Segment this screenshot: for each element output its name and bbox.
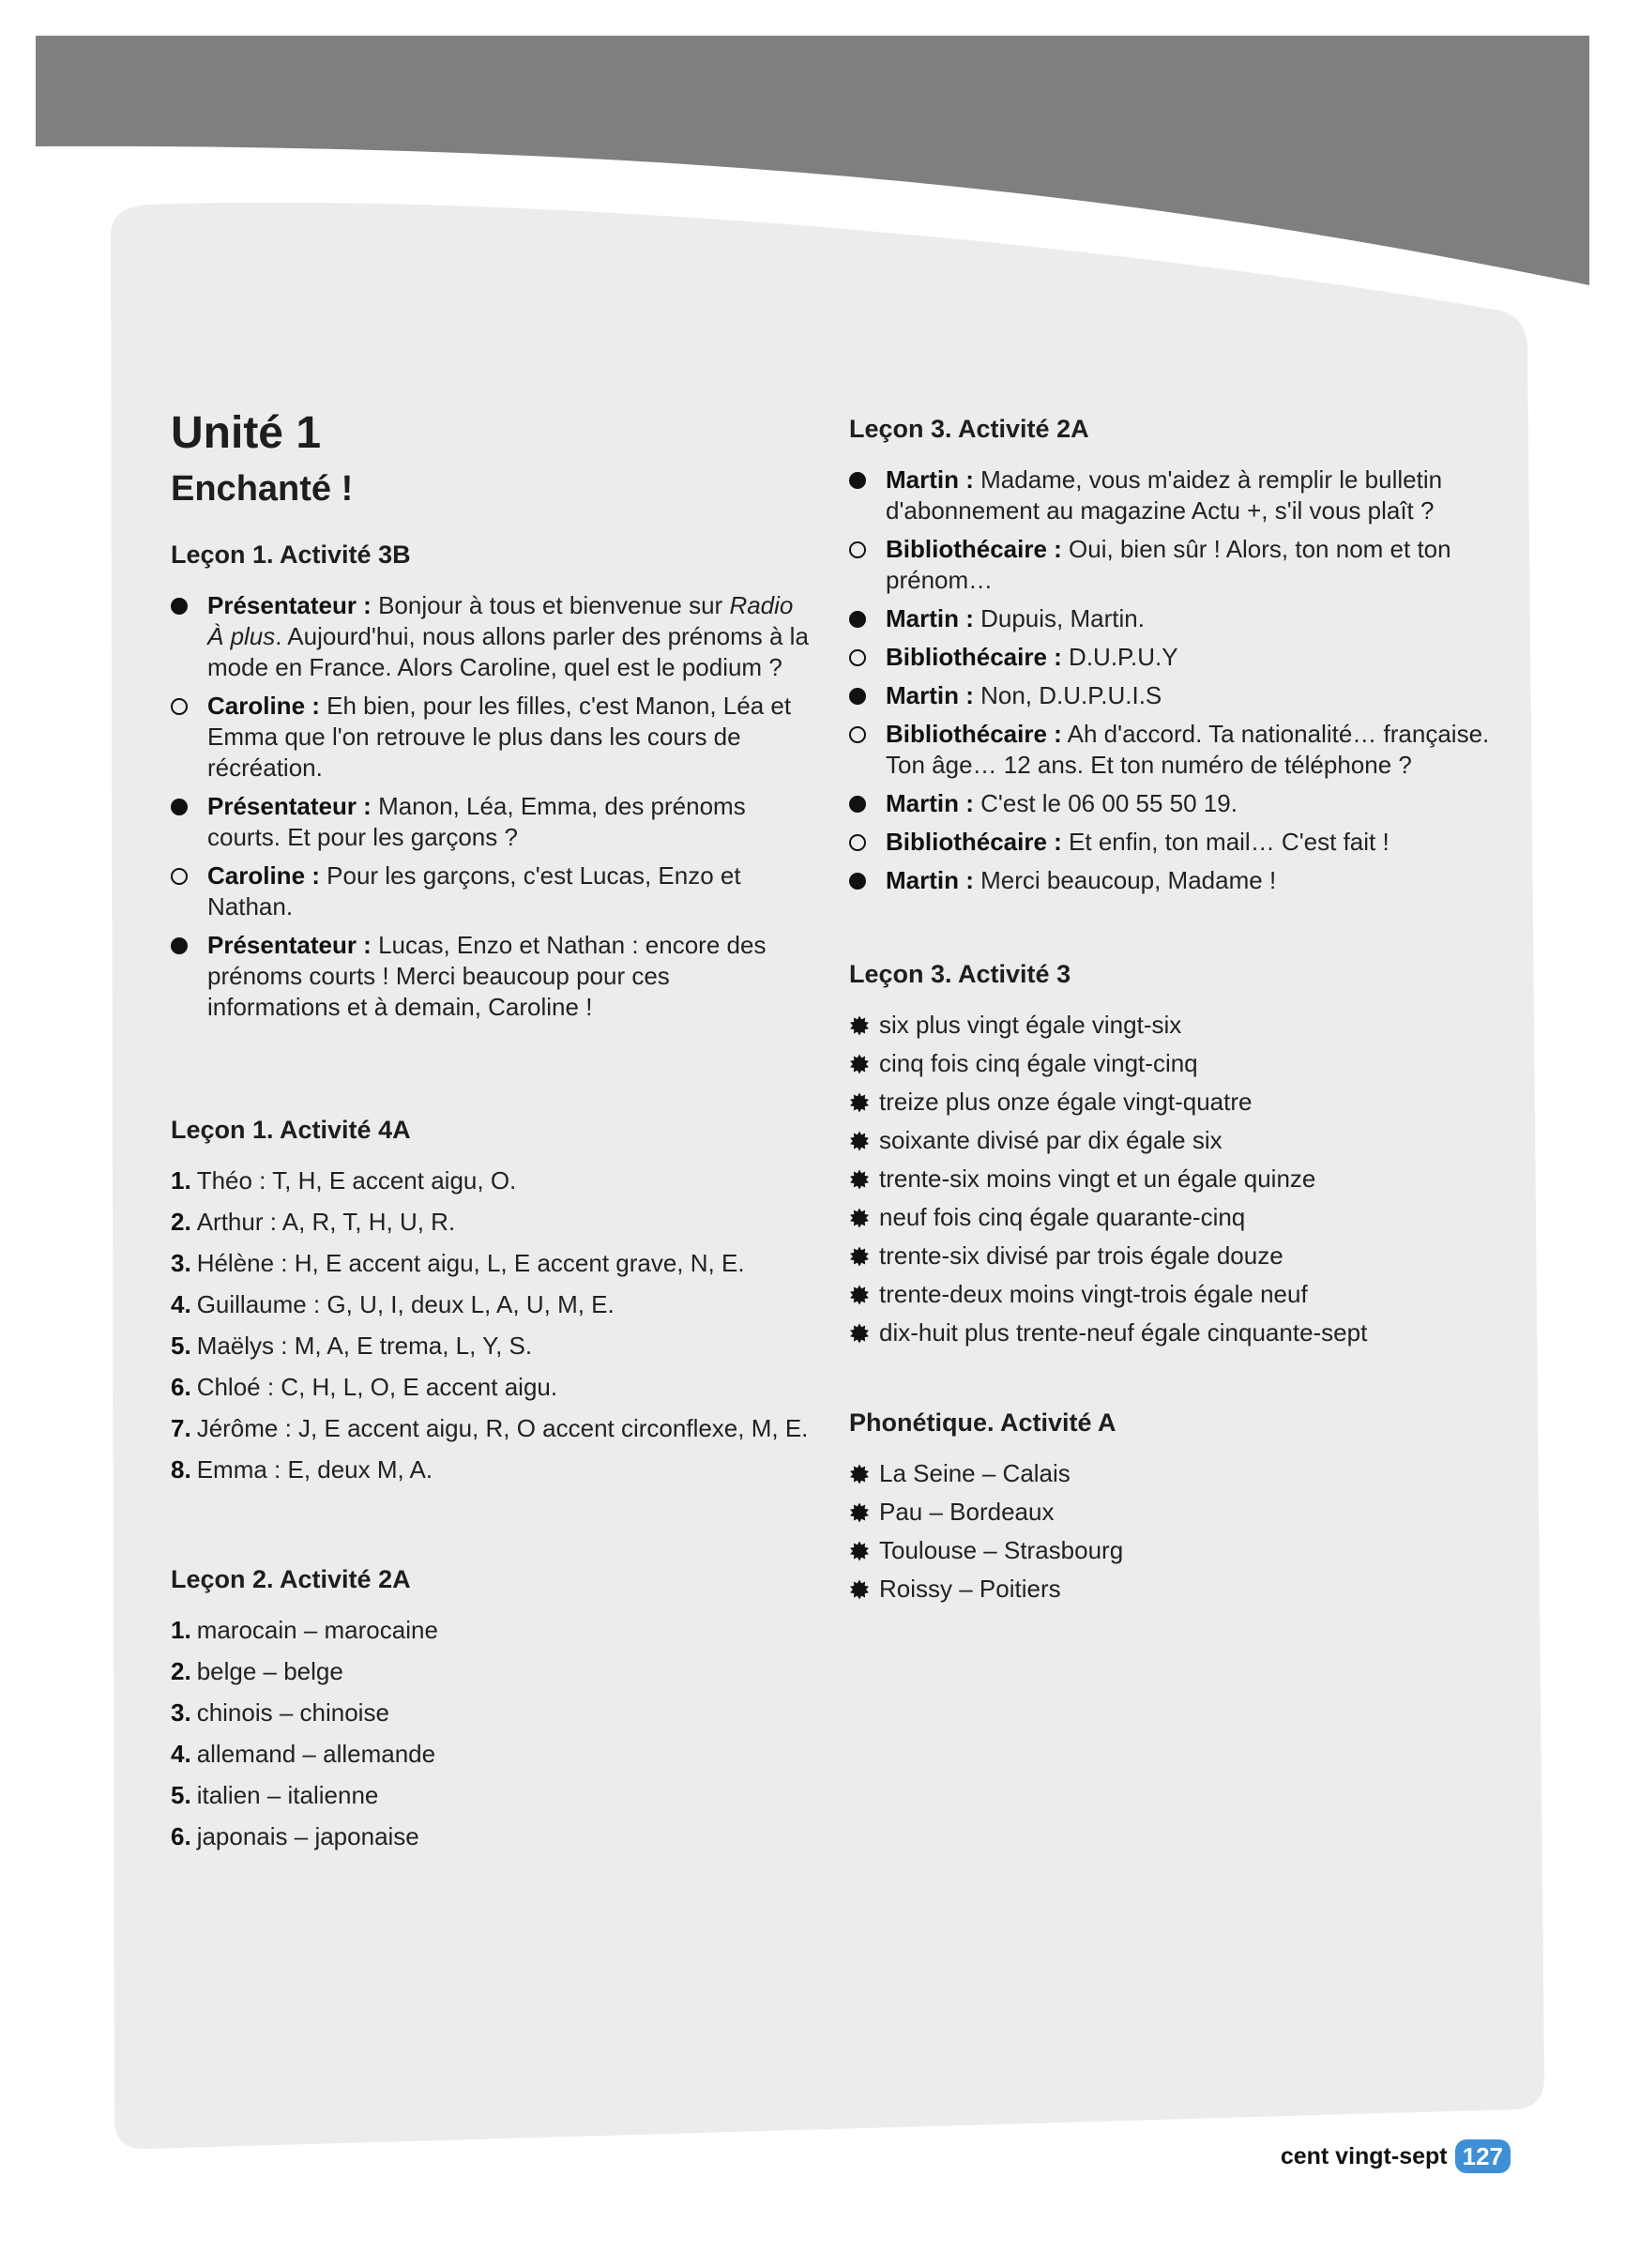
line-text: Et enfin, ton mail… C'est fait ! — [1061, 828, 1390, 857]
item-text: Jérôme : J, E accent aigu, R, O accent circonflexe, M, E. — [196, 1414, 809, 1443]
list-item — [849, 1535, 1506, 1566]
starburst-bullet-icon — [849, 1208, 870, 1228]
section-title: Phonétique. Activité A — [849, 1408, 1116, 1437]
list-item — [171, 1615, 809, 1646]
item-text: soixante divisé par dix égale six — [879, 1126, 1223, 1155]
list-item — [849, 1317, 1506, 1348]
dialogue-line — [171, 691, 809, 784]
dialogue-line — [171, 930, 809, 1023]
starburst-bullet-icon — [849, 1323, 870, 1344]
speaker-name: Martin : — [886, 681, 974, 710]
list-item — [849, 1010, 1506, 1041]
item-text: belge – belge — [196, 1657, 343, 1686]
section-title: Leçon 1. Activité 3B — [171, 540, 411, 569]
list-item — [849, 1497, 1506, 1528]
item-text: Pau – Bordeaux — [879, 1498, 1055, 1527]
list-item — [171, 1454, 809, 1485]
filled-bullet-icon — [849, 873, 866, 890]
list-item — [171, 1165, 809, 1196]
list-item — [171, 1821, 809, 1852]
nationality-list — [171, 1615, 809, 1852]
speaker-name: Bibliothécaire : — [886, 643, 1062, 672]
filled-bullet-icon — [849, 688, 866, 705]
list-item — [849, 1125, 1506, 1156]
item-text: chinois – chinoise — [196, 1698, 389, 1728]
line-text: Manon, Léa, Emma, des prénoms courts. Et pour les garçons ? — [207, 792, 746, 852]
starburst-bullet-icon — [849, 1092, 870, 1113]
item-text: trente-six divisé par trois égale douze — [879, 1241, 1283, 1271]
list-item — [849, 1279, 1506, 1310]
line-text: D.U.P.U.Y — [1061, 643, 1178, 672]
starburst-bullet-icon — [849, 1579, 870, 1600]
speaker-name: Martin : — [886, 465, 974, 495]
line-text: C'est le 06 00 55 50 19. — [973, 789, 1238, 818]
item-text: Maëlys : M, A, E trema, L, Y, S. — [196, 1332, 533, 1361]
page-number-words: cent vingt-sept — [1280, 2142, 1448, 2169]
item-number: 2. — [171, 1208, 191, 1237]
list-item — [849, 1574, 1506, 1605]
item-text: marocain – marocaine — [196, 1616, 438, 1645]
filled-bullet-icon — [171, 598, 188, 615]
section-lecon1-activite3b — [171, 540, 809, 1030]
dialogue-line — [171, 860, 809, 922]
list-item — [849, 1458, 1506, 1489]
italic-title: Radio À plus — [207, 591, 794, 651]
starburst-bullet-icon — [849, 1054, 870, 1074]
item-text: japonais – japonaise — [196, 1822, 419, 1851]
dialogue-line — [849, 603, 1506, 634]
hollow-bullet-icon — [849, 541, 866, 558]
item-text: treize plus onze égale vingt-quatre — [879, 1088, 1253, 1117]
item-number: 8. — [171, 1455, 191, 1484]
section-title: Leçon 1. Activité 4A — [171, 1116, 411, 1144]
item-text: italien – italienne — [196, 1781, 379, 1810]
speaker-name: Martin : — [886, 866, 974, 895]
speaker-name: Caroline : — [207, 861, 320, 890]
section-title: Leçon 3. Activité 3 — [849, 960, 1071, 988]
list-item — [171, 1697, 809, 1728]
filled-bullet-icon — [171, 937, 188, 954]
item-number: 3. — [171, 1249, 191, 1278]
list-item — [171, 1372, 809, 1403]
dialogue-line — [849, 534, 1506, 596]
item-text: Roissy – Poitiers — [879, 1575, 1061, 1604]
line-text: Oui, bien sûr ! Alors, ton nom et ton prénom… — [886, 535, 1451, 595]
hollow-bullet-icon — [849, 649, 866, 666]
filled-bullet-icon — [849, 611, 866, 628]
starburst-bullet-icon — [849, 1541, 870, 1561]
arithmetic-list — [849, 1010, 1506, 1348]
page-footer — [1281, 2139, 1511, 2173]
hollow-bullet-icon — [171, 698, 188, 715]
line-text: . Aujourd'hui, nous allons parler des prénoms à la mode en France. Alors Caroline, quel est le podium ? — [207, 622, 809, 682]
speaker-name: Présentateur : — [207, 591, 372, 620]
place-pairs-list — [849, 1458, 1506, 1605]
dialogue-line — [849, 788, 1506, 819]
item-number: 2. — [171, 1657, 191, 1686]
item-text: Théo : T, H, E accent aigu, O. — [196, 1166, 517, 1195]
section-lecon3-activite3 — [849, 959, 1506, 1356]
section-title: Leçon 3. Activité 2A — [849, 415, 1089, 443]
dialogue-line — [171, 590, 809, 683]
starburst-bullet-icon — [849, 1285, 870, 1305]
item-text: Arthur : A, R, T, H, U, R. — [196, 1208, 456, 1237]
item-number: 5. — [171, 1781, 191, 1810]
list-item — [171, 1331, 809, 1362]
section-title: Leçon 2. Activité 2A — [171, 1565, 411, 1593]
filled-bullet-icon — [171, 799, 188, 815]
line-text: Ah d'accord. Ta nationalité… française. Ton âge… 12 ans. Et ton numéro de téléphone ? — [886, 720, 1490, 780]
item-text: Toulouse – Strasbourg — [879, 1536, 1124, 1565]
item-text: Hélène : H, E accent aigu, L, E accent grave, N, E. — [196, 1249, 745, 1278]
starburst-bullet-icon — [849, 1015, 870, 1036]
item-text: Guillaume : G, U, I, deux L, A, U, M, E. — [196, 1290, 615, 1319]
line-text: Bonjour à tous et bienvenue sur — [371, 591, 730, 620]
starburst-bullet-icon — [849, 1502, 870, 1523]
list-item — [171, 1780, 809, 1811]
hollow-bullet-icon — [849, 726, 866, 743]
dialogue-list — [171, 590, 809, 1023]
line-text: Eh bien, pour les filles, c'est Manon, Léa et Emma que l'on retrouve le plus dans les cours de récréation. — [207, 692, 792, 783]
speaker-name: Caroline : — [207, 692, 320, 721]
item-text: cinq fois cinq égale vingt-cinq — [879, 1049, 1198, 1078]
dialogue-line — [849, 680, 1506, 711]
line-text: Pour les garçons, c'est Lucas, Enzo et Nathan. — [207, 861, 741, 921]
filled-bullet-icon — [849, 472, 866, 489]
item-number: 6. — [171, 1373, 191, 1402]
item-text: La Seine – Calais — [879, 1459, 1071, 1488]
list-item — [849, 1164, 1506, 1195]
line-text: Madame, vous m'aidez à remplir le bulletin d'abonnement au magazine Actu +, s'il vous plaît ? — [886, 465, 1443, 525]
speaker-name: Martin : — [886, 604, 974, 633]
section-lecon1-activite4a — [171, 1115, 809, 1496]
list-item — [171, 1739, 809, 1770]
dialogue-line — [849, 464, 1506, 526]
line-text: Dupuis, Martin. — [973, 604, 1145, 633]
item-text: dix-huit plus trente-neuf égale cinquante-sept — [879, 1318, 1368, 1347]
dialogue-line — [171, 791, 809, 853]
dialogue-line — [849, 865, 1506, 896]
item-number: 1. — [171, 1616, 191, 1645]
item-text: Emma : E, deux M, A. — [196, 1455, 433, 1484]
list-item — [171, 1289, 809, 1320]
unit-subtitle: Enchanté ! — [171, 469, 354, 509]
speaker-name: Présentateur : — [207, 792, 372, 821]
speaker-name: Présentateur : — [207, 931, 372, 960]
hollow-bullet-icon — [849, 834, 866, 851]
item-text: trente-six moins vingt et un égale quinze — [879, 1164, 1316, 1194]
list-item — [849, 1048, 1506, 1079]
dialogue-line — [849, 719, 1506, 781]
line-text: Lucas, Enzo et Nathan : encore des prénoms courts ! Merci beaucoup pour ces informations et à demain, Caroline ! — [207, 931, 767, 1022]
section-lecon2-activite2a — [171, 1564, 809, 1863]
item-text: neuf fois cinq égale quarante-cinq — [879, 1203, 1246, 1232]
list-item — [171, 1413, 809, 1444]
dialogue-list — [849, 464, 1506, 896]
list-item — [849, 1202, 1506, 1233]
dialogue-line — [849, 642, 1506, 673]
filled-bullet-icon — [849, 796, 866, 813]
list-item — [849, 1087, 1506, 1118]
line-text: Merci beaucoup, Madame ! — [973, 866, 1277, 895]
starburst-bullet-icon — [849, 1464, 870, 1484]
item-text: Chloé : C, H, L, O, E accent aigu. — [196, 1373, 558, 1402]
list-item — [171, 1207, 809, 1238]
item-number: 4. — [171, 1740, 191, 1769]
speaker-name: Bibliothécaire : — [886, 828, 1062, 857]
section-phonetique-activite-a — [849, 1408, 1506, 1612]
item-text: allemand – allemande — [196, 1740, 436, 1769]
line-text: Non, D.U.P.U.I.S — [973, 681, 1162, 710]
starburst-bullet-icon — [849, 1169, 870, 1190]
list-item — [171, 1656, 809, 1687]
item-number: 7. — [171, 1414, 191, 1443]
speaker-name: Martin : — [886, 789, 974, 818]
list-item — [171, 1248, 809, 1279]
starburst-bullet-icon — [849, 1131, 870, 1151]
list-item — [849, 1241, 1506, 1271]
section-lecon3-activite2a — [849, 414, 1506, 904]
starburst-bullet-icon — [849, 1246, 870, 1267]
dialogue-line — [849, 827, 1506, 858]
item-number: 4. — [171, 1290, 191, 1319]
item-number: 3. — [171, 1698, 191, 1728]
unit-title: Unité 1 — [171, 408, 322, 458]
speaker-name: Bibliothécaire : — [886, 720, 1062, 749]
item-number: 5. — [171, 1332, 191, 1361]
item-number: 1. — [171, 1166, 191, 1195]
spelling-list — [171, 1165, 809, 1485]
speaker-name: Bibliothécaire : — [886, 535, 1062, 564]
hollow-bullet-icon — [171, 868, 188, 885]
page-number-badge: 127 — [1455, 2139, 1511, 2173]
item-text: trente-deux moins vingt-trois égale neuf — [879, 1280, 1308, 1309]
item-number: 6. — [171, 1822, 191, 1851]
item-text: six plus vingt égale vingt-six — [879, 1011, 1182, 1040]
